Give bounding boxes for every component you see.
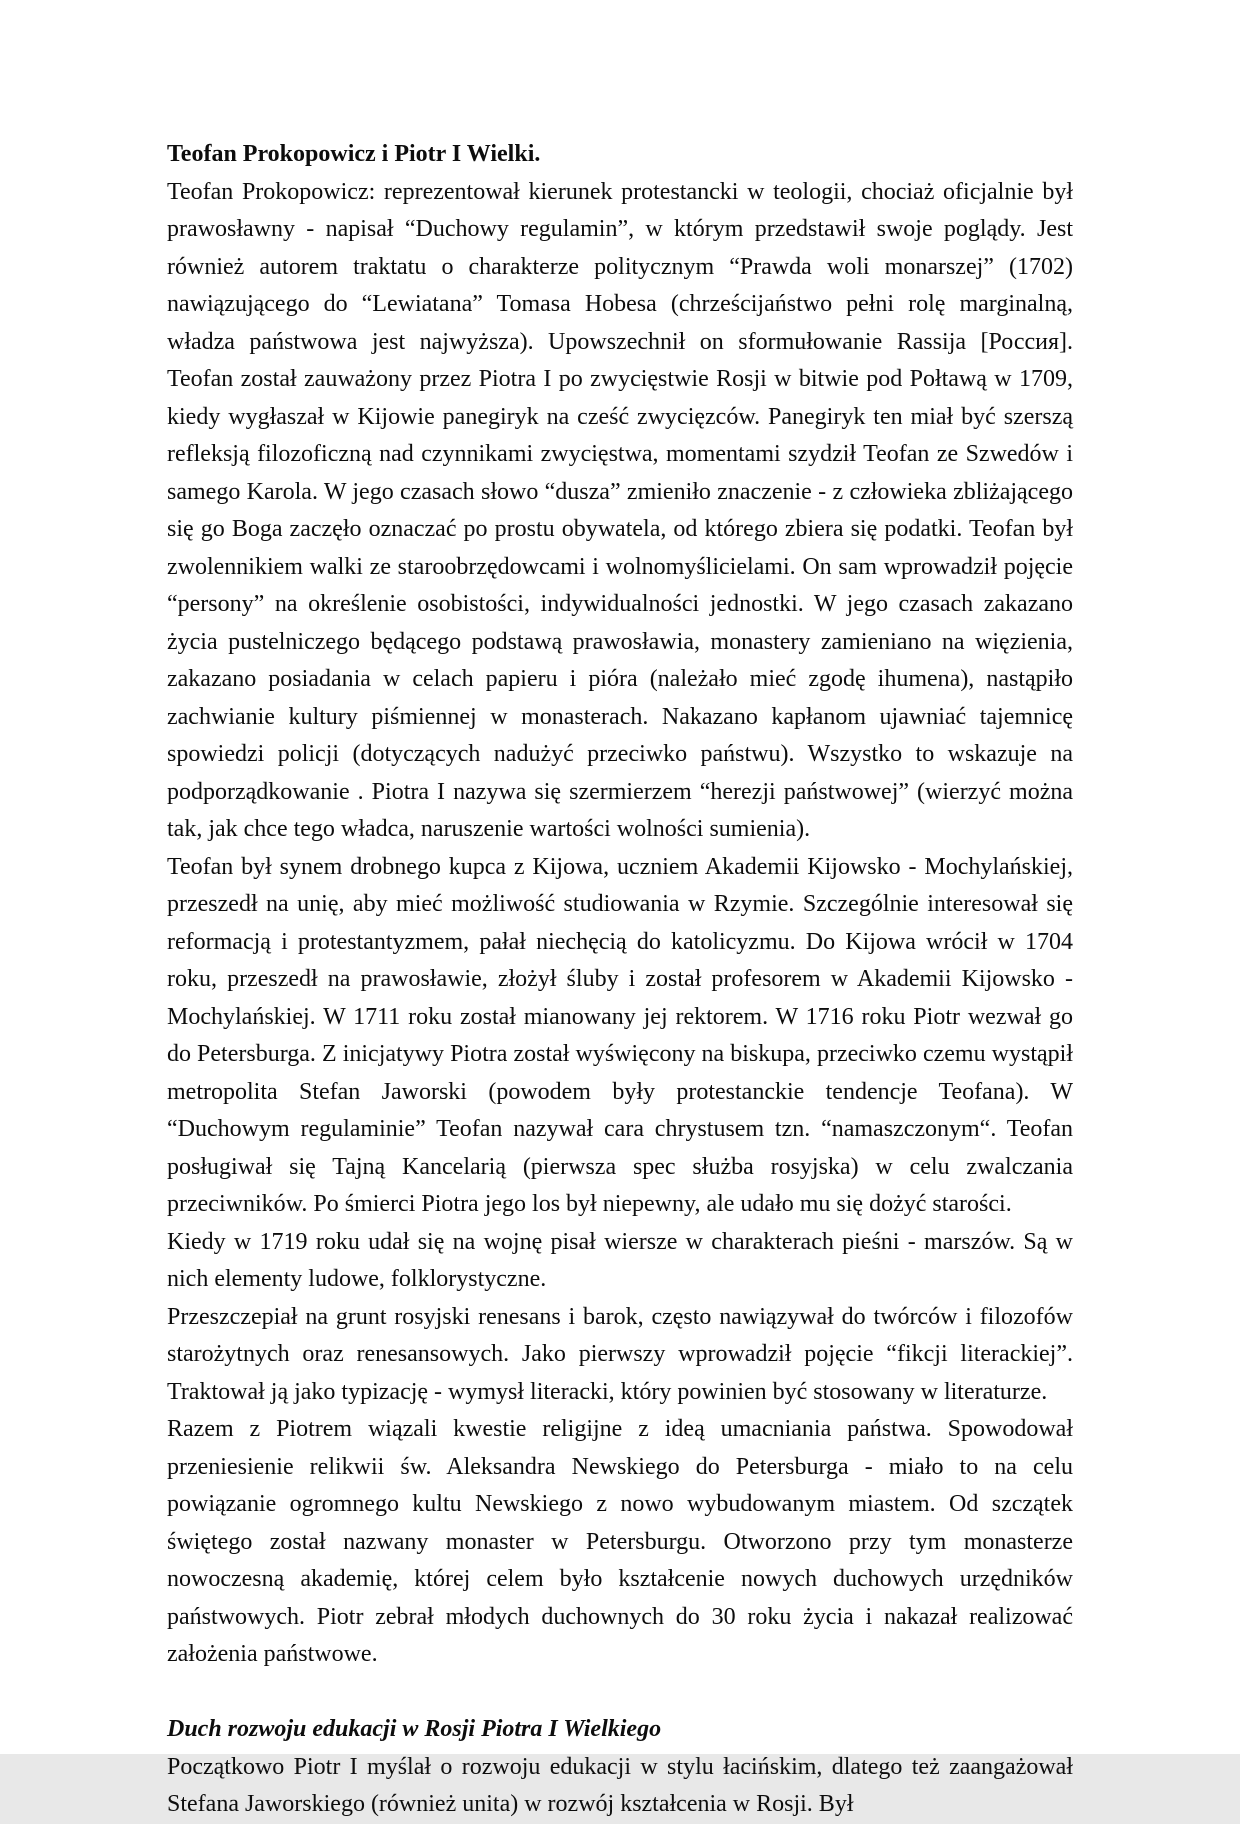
- paragraph-teofan-overview: Teofan Prokopowicz: reprezentował kierunek protestancki w teologii, chociaż oficjalnie był prawosławny - napisał “Duchowy regulamin”, w którym przedstawił swoje poglądy. Jest również autorem traktatu o charakterze politycznym “Prawda woli monarszej” (1702) nawiązującego do “Lewiatana” Tomasa Hobesa (chrześcijaństwo pełni rolę marginalną, władza państwowa jest najwyższa). Upowszechnił on sformułowanie Rassija [Россия]. Teofan został zauważony przez Piotra I po zwycięstwie Rosji w bitwie pod Połtawą w 1709, kiedy wygłaszał w Kijowie panegiryk na cześć zwycięzców. Panegiryk ten miał być szerszą refleksją filozoficzną nad czynnikami zwycięstwa, momentami szydził Teofan ze Szwedów i samego Karola. W jego czasach słowo “dusza” zmieniło znaczenie - z człowieka zbliżającego się go Boga zaczęło oznaczać po prostu obywatela, od którego zbiera się podatki. Teofan był zwolennikiem walki ze staroobrzędowcami i wolnomyślicielami. On sam wprowadził pojęcie “persony” na określenie osobistości, indywidualności jednostki. W jego czasach zakazano życia pustelniczego będącego podstawą prawosławia, monastery zamieniano na więzienia, zakazano posiadania w celach papieru i pióra (należało mieć zgodę ihumena), nastąpiło zachwianie kultury piśmiennej w monasterach. Nakazano kapłanom ujawniać tajemnicę spowiedzi policji (dotyczących nadużyć przeciwko państwu). Wszystko to wskazuje na podporządkowanie . Piotra I nazywa się szermierzem “herezji państwowej” (wierzyć można tak, jak chce tego władca, naruszenie wartości wolności sumienia).: [167, 178, 1073, 842]
- paragraph-education-development: Początkowo Piotr I myślał o rozwoju edukacji w stylu łacińskim, dlatego też zaangażował Stefana Jaworskiego (również unita) w rozwój kształcenia w Rosji. Był: [167, 1753, 1073, 1817]
- section-heading-education: Duch rozwoju edukacji w Rosji Piotra I Wielkiego: [167, 1716, 662, 1742]
- document-text-block: [167, 136, 1073, 1824]
- paragraph-renaissance-baroque: Przeszczepiał na grunt rosyjski renesans i barok, często nawiązywał do twórców i filozofów starożytnych oraz renesansowych. Jako pierwszy wprowadził pojęcie “fikcji literackiej”. Traktował ją jako typizację - wymysł literacki, który powinien być stosowany w literaturze.: [167, 1303, 1073, 1405]
- document-title: Teofan Prokopowicz i Piotr I Wielki.: [167, 141, 541, 167]
- paragraph-teofan-biography: Teofan był synem drobnego kupca z Kijowa, uczniem Akademii Kijowsko - Mochylańskiej, przeszedł na unię, aby mieć możliwość studiowania w Rzymie. Szczególnie interesował się reformacją i protestantyzmem, pałał niechęcią do katolicyzmu. Do Kijowa wrócił w 1704 roku, przeszedł na prawosławie, złożył śluby i został profesorem w Akademii Kijowsko - Mochylańskiej. W 1711 roku został mianowany jej rektorem. W 1716 roku Piotr wezwał go do Petersburga. Z inicjatywy Piotra został wyświęcony na biskupa, przeciwko czemu wystąpił metropolita Stefan Jaworski (powodem były protestanckie tendencje Teofana). W “Duchowym regulaminie” Teofan nazywał cara chrystusem tzn. “namaszczonym“. Teofan posługiwał się Tajną Kancelarią (pierwsza spec służba rosyjska) w celu zwalczania przeciwników. Po śmierci Piotra jego los był niepewny, ale udało mu się dożyć starości.: [167, 853, 1073, 1217]
- paragraph-war-poems: Kiedy w 1719 roku udał się na wojnę pisał wiersze w charakterach pieśni - marszów. Są w nich elementy ludowe, folklorystyczne.: [167, 1228, 1073, 1292]
- paragraph-newski-relics: Razem z Piotrem wiązali kwestie religijne z ideą umacniania państwa. Spowodował przeniesienie relikwii św. Aleksandra Newskiego do Petersburga - miało to na celu powiązanie ogromnego kultu Newskiego z nowo wybudowanym miastem. Od szczątek świętego został nazwany monaster w Petersburgu. Otworzono przy tym monasterze nowoczesną akademię, której celem było kształcenie nowych duchowych urzędników państwowych. Piotr zebrał młodych duchownych do 30 roku życia i nakazał realizować założenia państwowe.: [167, 1416, 1073, 1667]
